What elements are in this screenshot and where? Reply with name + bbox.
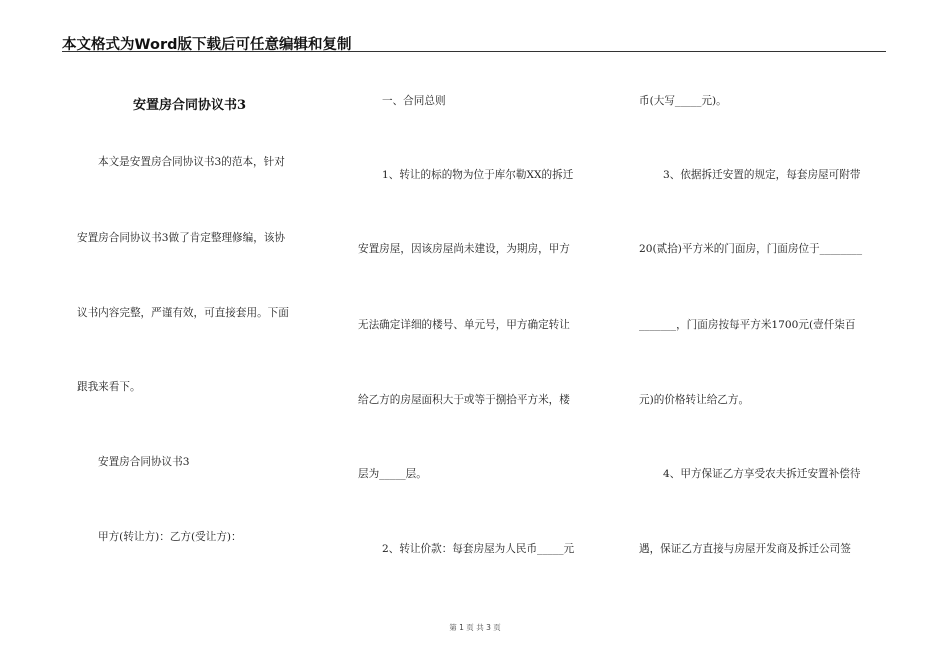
paragraph-line: 议书内容完整，严谨有效，可直接套用。下面 (77, 307, 289, 319)
paragraph-line: 元)的价格转让给乙方。 (639, 394, 750, 406)
paragraph-line: 安置房合同协议书3做了肯定整理修编，该协 (77, 232, 286, 244)
header-divider (62, 51, 886, 52)
paragraph-line: 层为_____层。 (358, 468, 427, 480)
paragraph-line: 跟我来看下。 (77, 381, 141, 393)
paragraph-line: 币(大写_____元)。 (639, 95, 727, 107)
paragraph-line: 本文是安置房合同协议书3的范本，针对 (98, 156, 285, 168)
paragraph-line: 甲方(转让方)：乙方(受让方)： (98, 531, 242, 543)
paragraph-line: 安置房合同协议书3 (98, 456, 190, 468)
paragraph-line: 2、转让价款：每套房屋为人民币_____元 (382, 543, 575, 555)
document-title: 安置房合同协议书3 (132, 98, 247, 113)
paragraph-line: 3、依据拆迁安置的规定，每套房屋可附带 (663, 169, 861, 181)
header-note: 本文格式为Word版下载后可任意编辑和复制 (62, 37, 352, 53)
paragraph-line: 遇，保证乙方直接与房屋开发商及拆迁公司签 (639, 543, 851, 555)
paragraph-line: 安置房屋，因该房屋尚未建设，为期房，甲方 (358, 243, 570, 255)
paragraph-line: 一、合同总则 (382, 95, 446, 107)
paragraph-line: _______，门面房按每平方米1700元(壹仟柒百 (639, 319, 856, 331)
paragraph-line: 1、转让的标的物为位于库尔勒XX的拆迁 (382, 169, 574, 181)
paragraph-line: 给乙方的房屋面积大于或等于捌拾平方米，楼 (358, 394, 570, 406)
paragraph-line: 20(贰拾)平方米的门面房，门面房位于________ (639, 243, 863, 255)
page-number: 第 1 页 共 3 页 (449, 623, 501, 632)
paragraph-line: 4、甲方保证乙方享受农夫拆迁安置补偿待 (663, 468, 861, 480)
paragraph-line: 无法确定详细的楼号、单元号，甲方确定转让 (358, 319, 570, 331)
